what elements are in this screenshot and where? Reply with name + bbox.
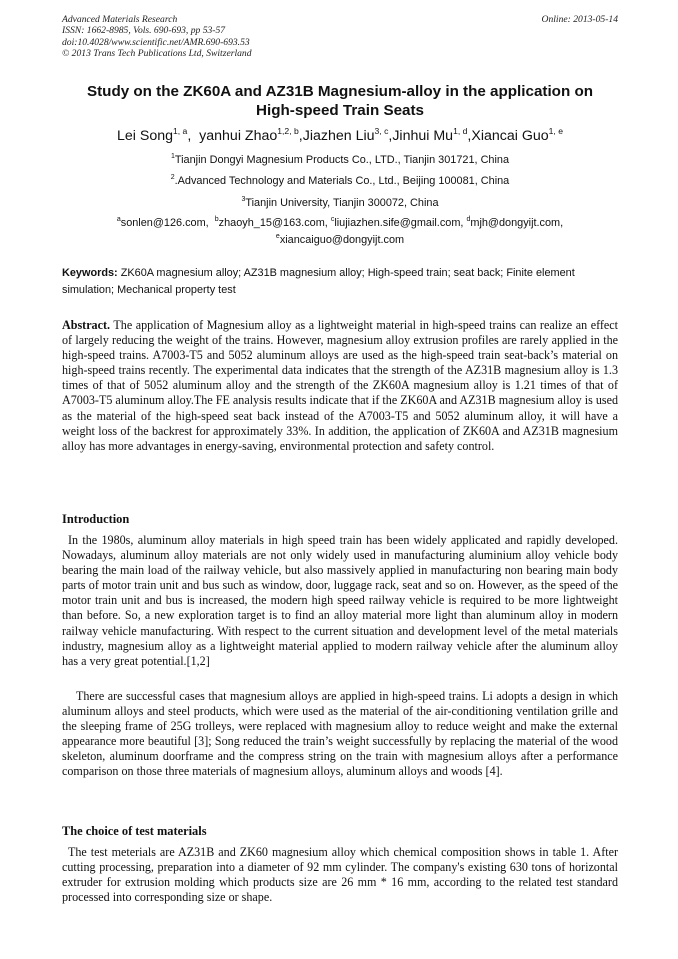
title-line-1: Study on the ZK60A and AZ31B Magnesium-alloy in the application on [86, 83, 593, 100]
paper-title [62, 82, 618, 120]
title-line-2: High-speed Train Seats [256, 102, 424, 119]
running-header [62, 14, 618, 59]
affiliation-2: $^2$.Advanced Technology and Materials Co., Ltd., Beijing 100081, China [170, 174, 510, 187]
introduction-paragraph-2: There are successful cases that magnesium alloys are applied in high-speed trains. Li adopts a design in which aluminum alloys and steel products, which were used as the material of the air-conditioning ventilation grille and the sleeping frame of 25G trolleys, were replaced with magnesium alloy to reduce weight and make the external appearance more beautiful [3]; Song reduced the train’s weight successfully by replacing the material of the wood skeleton, aluminum doorframe and the compress string on the train with magnesium alloys after a performance comparison on those three materials of magnesium alloys, aluminum alloys and woods [4]. [62, 689, 618, 779]
keywords-text: ZK60A magnesium alloy; AZ31B magnesium alloy; High-speed train; seat back; Finite element simulation; Mechanical property test [62, 267, 575, 296]
author-sup: 1, e [548, 126, 563, 136]
test-materials-paragraph-1: The test meterials are AZ31B and ZK60 magnesium alloy which chemical composition shows in table 1. After cutting processing, preparation into a diameter of 92 mm cylinder. The company's existing 630 tons of horizontal extruder for extrusion molding which products size are 26 mm * 16 mm, according to the related test standard processed into corresponding size or shape. [62, 845, 618, 905]
email-link[interactable]: zhaoyh_15@163.com, [218, 217, 328, 229]
author-list: Lei Song$^{1, a}$, yanhui Zhao$^{1,2, b}$,Jiazhen Liu$^{3, c}$,Jinhui Mu$^{1, d}$,Xiancai Guo$^{1, e}$ [116, 126, 563, 144]
email-link[interactable]: liujiazhen.sife@gmail.com, [334, 217, 464, 229]
introduction-paragraph-1: In the 1980s, aluminum alloy materials in high speed train has been widely applicated and rapidly developed. Nowadays, aluminum alloy materials are not only widely used in manufacturing aluminium alloy vehicle body bearing the main load of the railway vehicle, but also massively applied in manufacturing non bearing main body parts of motor train unit and bus such as window, door, luggage rack, seat and so on. However, as the speed of the motor train unit and bus is increased, the modern high speed railway vehicle is required to be more lightweight than before. So, a new exploration target is to find an alloy material more light than aluminum alloy in modern railway vehicle manufacturing. With respect to the current situation and development level of the metal materials industry, magnesium alloy as a lightweight material applied to modern railway vehicle after the aluminum alloy has a very great potential.[1,2] [62, 533, 618, 668]
abstract [62, 318, 618, 454]
author-name: yanhui Zhao [199, 128, 278, 144]
section-heading-introduction: Introduction [62, 512, 130, 526]
author-name: Jiazhen Liu [302, 128, 375, 144]
author-sup: 3, c [374, 126, 389, 136]
email-link[interactable]: xiancaiguo@dongyijt.com [279, 234, 405, 246]
keywords [62, 265, 618, 299]
email-link[interactable]: sonlen@126.com, [120, 217, 209, 229]
doi-line: doi:10.4028/www.scientific.net/AMR.690-693.53 [62, 36, 250, 48]
author-sup: 1, a [173, 126, 188, 136]
issn-line: ISSN: 1662-8985, Vols. 690-693, pp 53-57 [62, 25, 226, 37]
author-name: Lei Song [116, 128, 173, 144]
affiliation-3: $^3$Tianjin University, Tianjin 300072, China [241, 196, 439, 209]
copyright-line: © 2013 Trans Tech Publications Ltd, Switzerland [62, 47, 252, 59]
author-name: Jinhui Mu [392, 128, 454, 144]
author-sup: 1, d [453, 126, 468, 136]
keywords-label: Keywords: [62, 267, 118, 279]
abstract-label: Abstract. [62, 318, 111, 332]
author-emails: $^a$sonlen@126.com, $^b$zhaoyh_15@163.com, $^c$liujiazhen.sife@gmail.com, $^d$mjh@dongyijt.com, $^e$xiancaiguo@dongyijt.com [116, 216, 564, 246]
online-date: Online: 2013-05-14 [541, 14, 618, 25]
abstract-text: The application of Magnesium alloy as a lightweight material in high-speed trains can realize an effect of largely reducing the weight of the trains. However, magnesium alloy extrusion profiles are rarely applied in the high-speed trains. A7003-T5 and 5052 aluminum alloys are used as the high-speed train seat-back’s material on high-speed trains recently. The experimental data indicates that the strength of the AZ31B magnesium alloy is 1.3 times of that of 5052 aluminum alloy and the strength of the ZK60A magnesium alloy is 1.21 times of that of A7003-T5 aluminum alloy.The FE analysis results indicate that if the ZK60A and AZ31B magnesium alloy is used as the material of the high-speed seat back instead of the A7003-T5 and 5052 aluminum alloy, it will have a weight loss of the backrest for approximately 33%. In addition, the application of ZK60A and AZ31B magnesium alloy has more advantages in energy-saving, environmental protection and safety control. [62, 318, 618, 453]
affiliation-1: $^1$Tianjin Dongyi Magnesium Products Co., LTD., Tianjin 301721, China [170, 153, 510, 166]
journal-name: Advanced Materials Research [62, 14, 178, 25]
author-name: Xiancai Guo [471, 128, 549, 144]
email-link[interactable]: mjh@dongyijt.com, [470, 217, 564, 229]
section-heading-test-materials: The choice of test materials [62, 824, 207, 838]
author-sup: 1,2, b [277, 126, 299, 136]
